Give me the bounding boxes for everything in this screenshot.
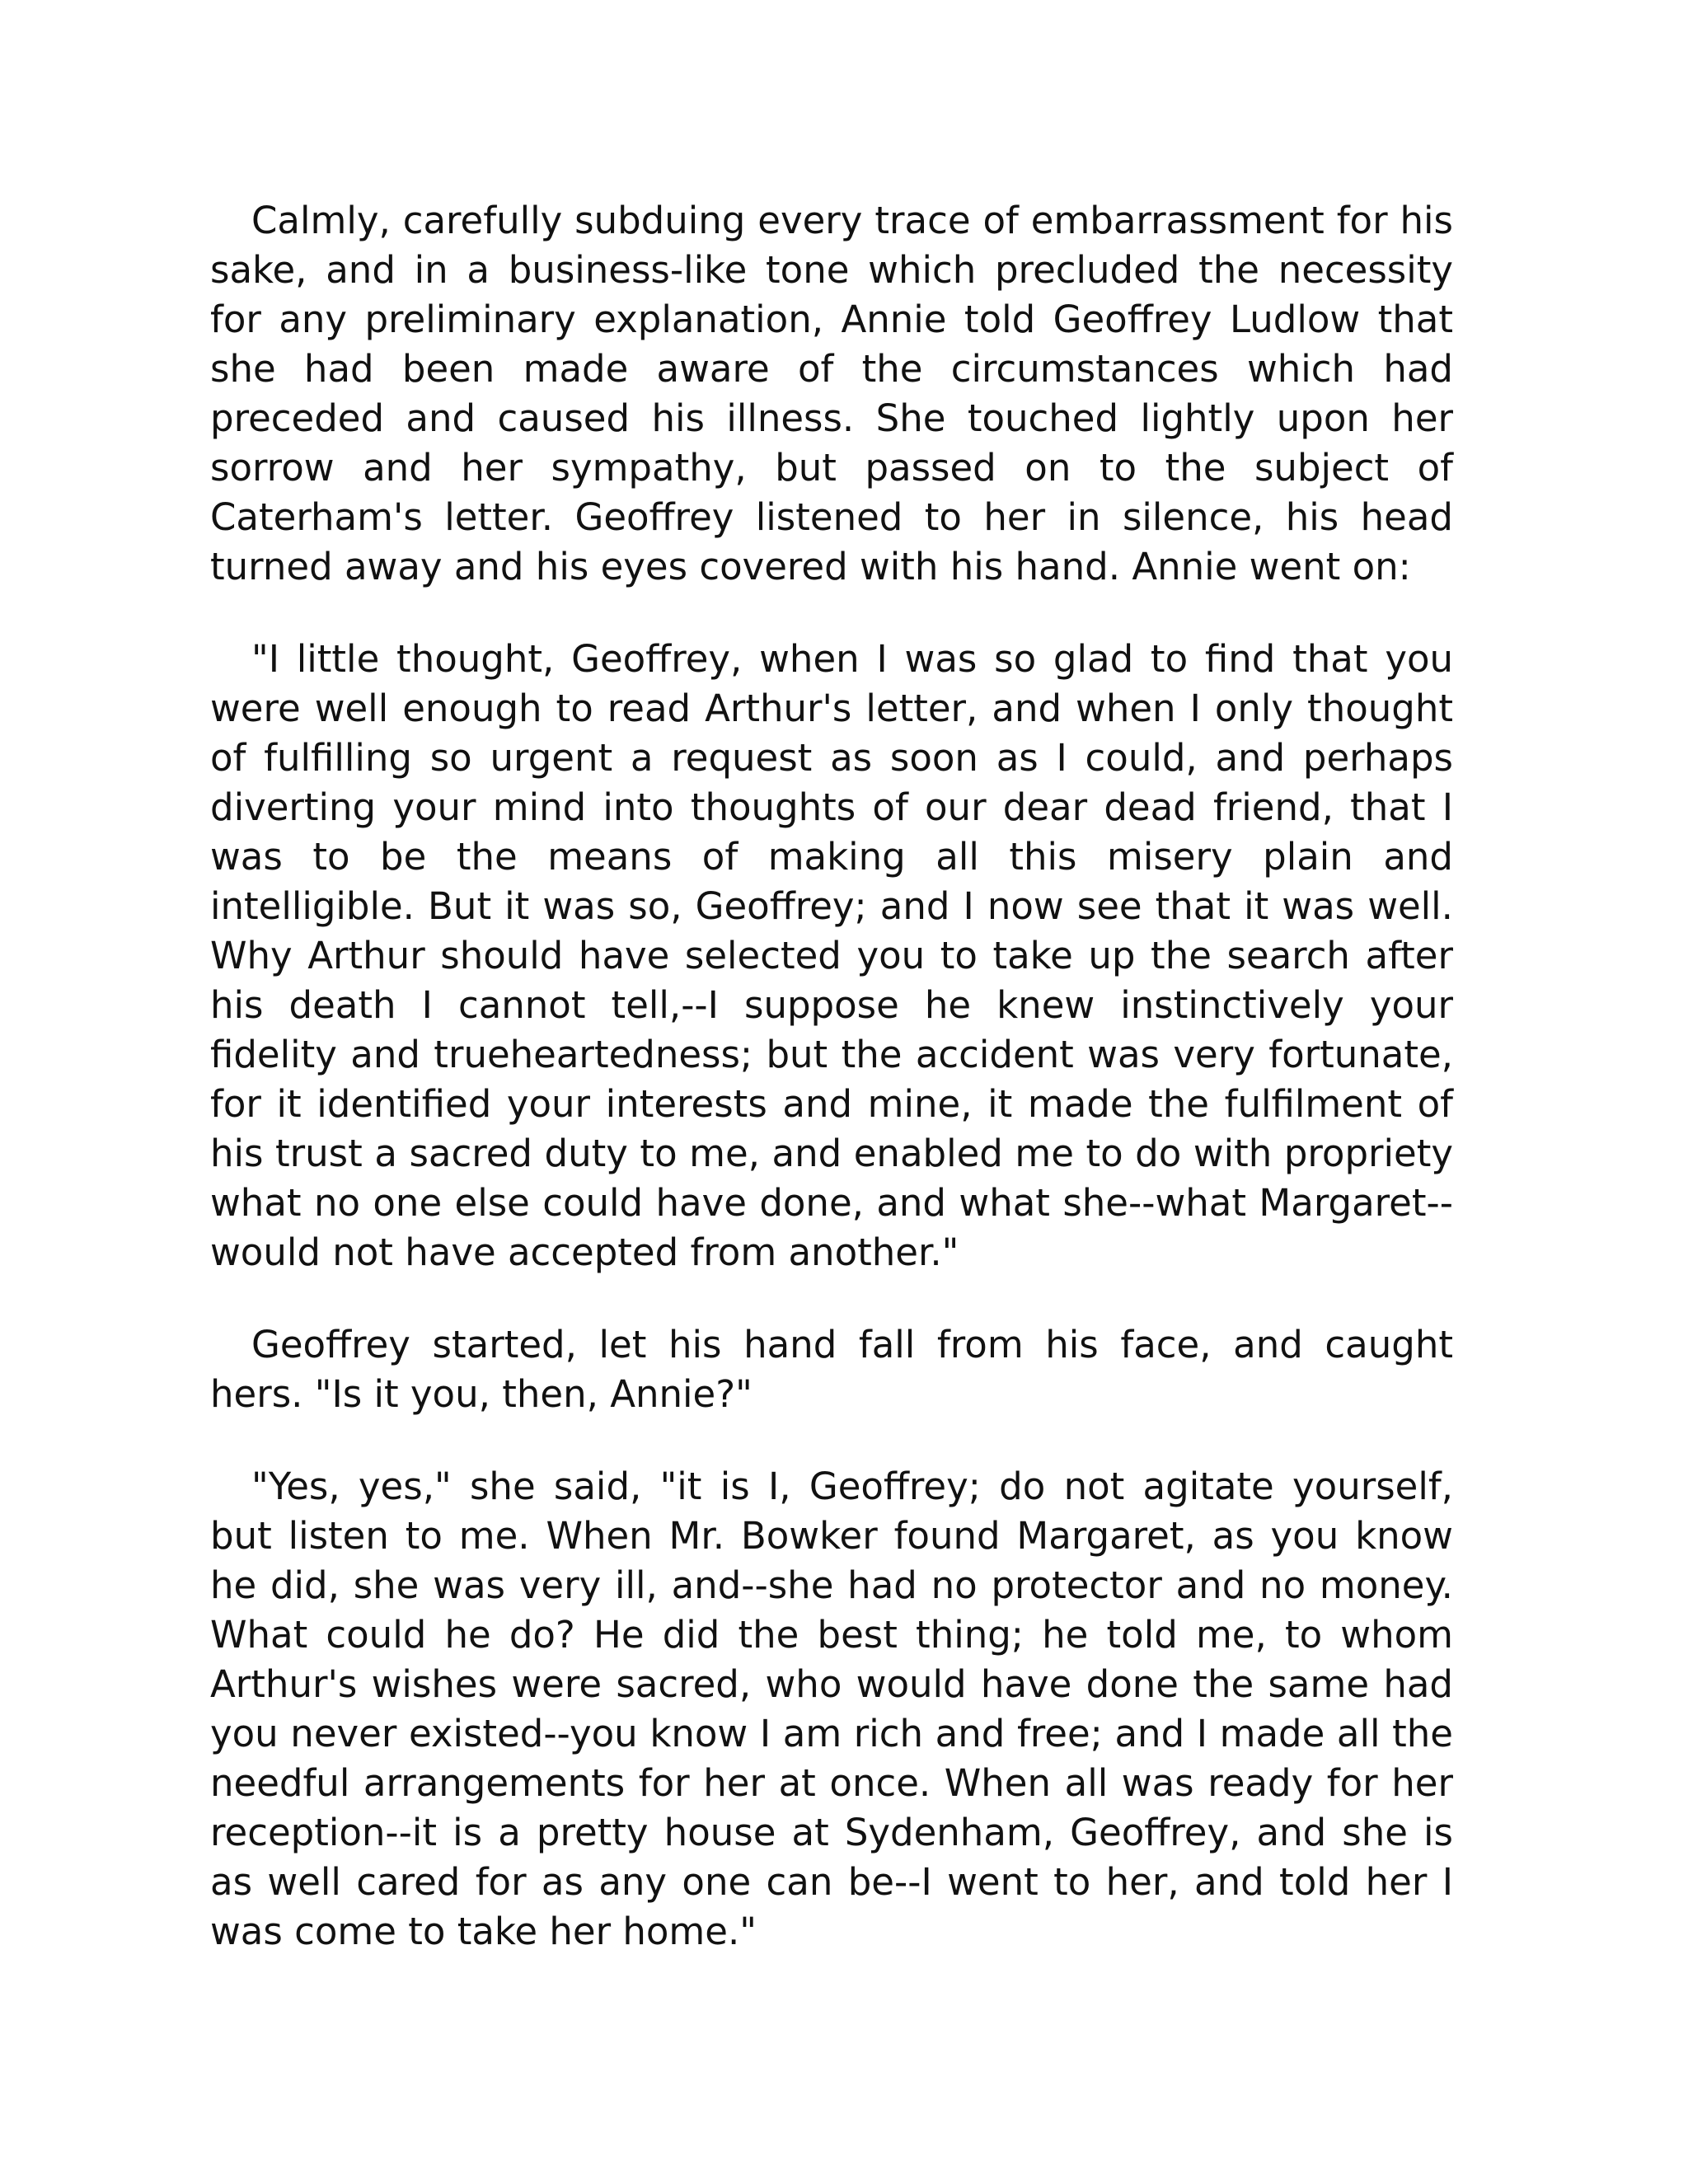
paragraph-1: Calmly, carefully subduing every trace of embarrassment for his sake, and in a business-like tone which precluded the necessity for any preliminary explanation, Annie told Geoffrey Ludlow that she had been made aware of the circumstances which had preceded and caused his illness. She touched lightly upon her sorrow and her sympathy, but passed on to the subject of Caterham's letter. Geoffrey listened to her in silence, his head turned away and his eyes covered with his hand. Annie went on: bbox=[210, 199, 1453, 588]
paragraph-2: "I little thought, Geoffrey, when I was so glad to find that you were well enough to read Arthur's letter, and when I only thought of fulfilling so urgent a request as soon as I could, and perhaps diverting your mind into thoughts of our dear dead friend, that I was to be the means of making all this misery plain and intelligible. But it was so, Geoffrey; and I now see that it was well. Why Arthur should have selected you to take up the search after his death I cannot tell,--I suppose he knew instinctively your fidelity and trueheartedness; but the accident was very fortunate, for it identified your interests and mine, it made the fulfilment of his trust a sacred duty to me, and enabled me to do with propriety what no one else could have done, and what she--what Margaret--would not have accepted from another." bbox=[210, 637, 1453, 1274]
document-page bbox=[210, 196, 1453, 1999]
paragraph-4: "Yes, yes," she said, "it is I, Geoffrey; do not agitate yourself, but listen to me. When Mr. Bowker found Margaret, as you know he did, she was very ill, and--she had no protector and no money. What could he do? He did the best thing; he told me, to whom Arthur's wishes were sacred, who would have done the same had you never existed--you know I am rich and free; and I made all the needful arrangements for her at once. When all was ready for her reception--it is a pretty house at Sydenham, Geoffrey, and she is as well cared for as any one can be--I went to her, and told her I was come to take her home." bbox=[210, 1465, 1453, 1953]
paragraph-3: Geoffrey started, let his hand fall from his face, and caught hers. "Is it you, then, Annie?" bbox=[210, 1323, 1453, 1416]
